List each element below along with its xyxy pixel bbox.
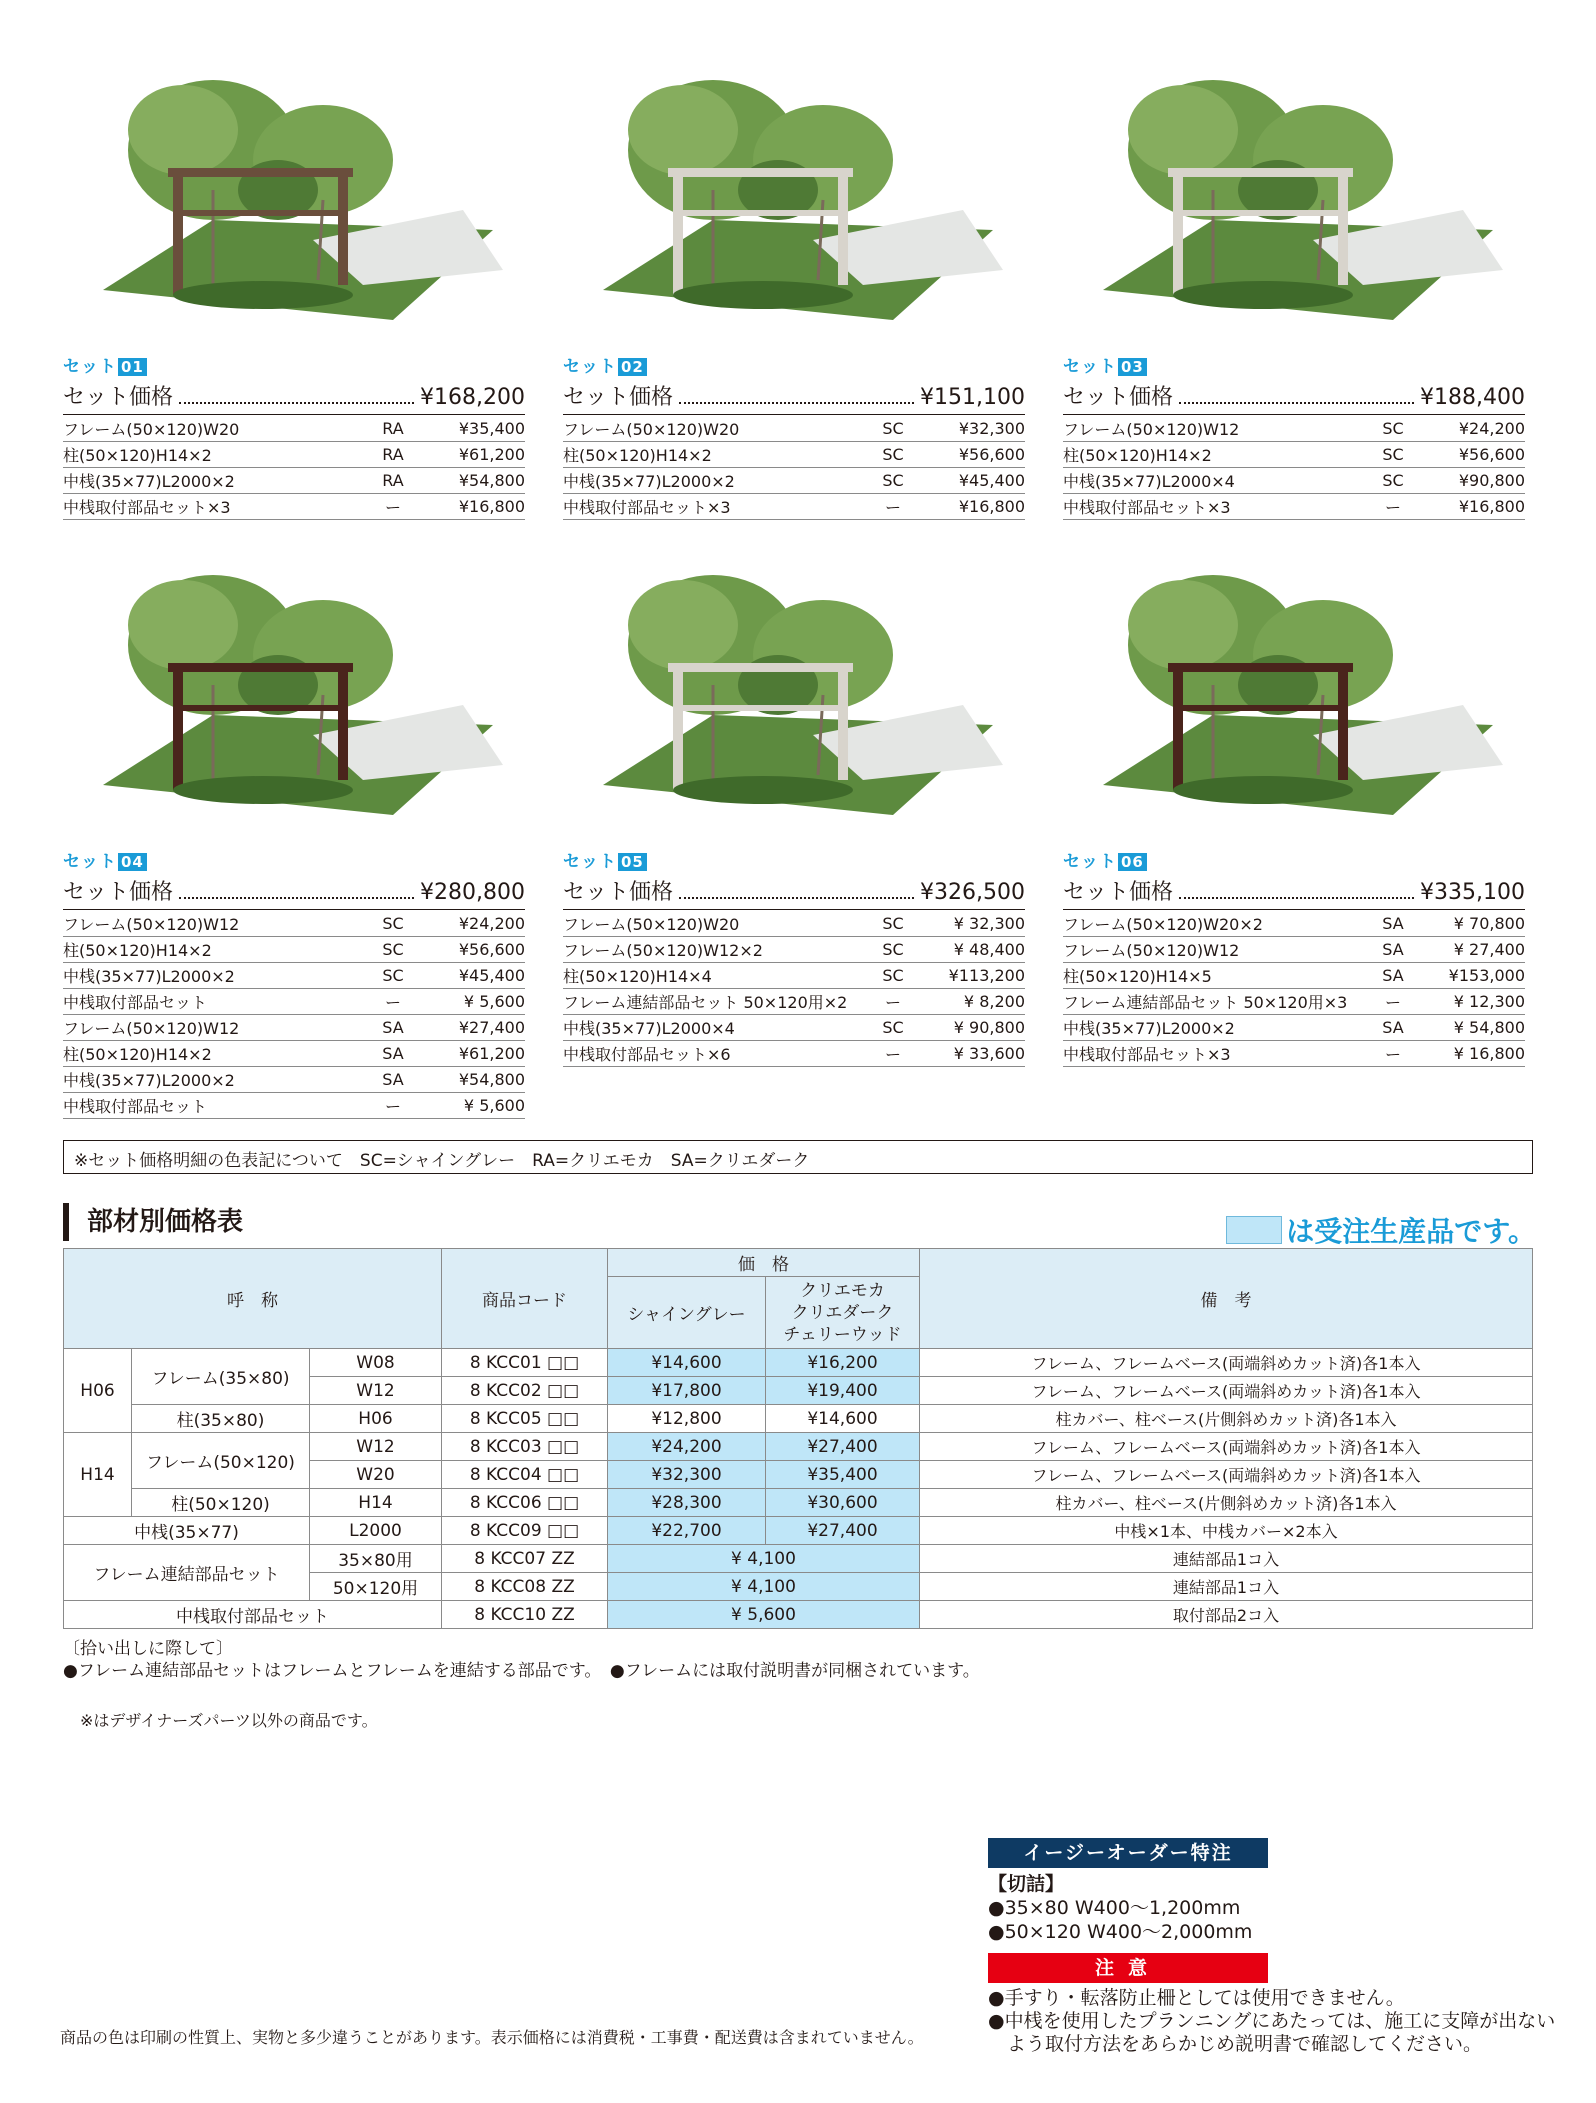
part-name: 柱(50×120)H14×4 [563, 967, 712, 986]
set-tag-number: 03 [1118, 358, 1147, 376]
caution-line: ●中桟を使用したプランニングにあたっては、施工に支障が出ない [988, 2010, 1556, 2032]
table-row [64, 1489, 1533, 1517]
part-name: 中桟取付部品セット×6 [563, 1045, 731, 1064]
set-illustration [563, 535, 1025, 835]
part-name: 中桟(35×77)L2000×2 [563, 472, 735, 491]
easy-order-body [988, 1872, 1252, 1944]
price-common: ¥ 4,100 [608, 1573, 920, 1601]
group-h06: H06 [64, 1349, 132, 1433]
list-item [1063, 494, 1525, 520]
list-item [563, 963, 1025, 989]
list-item [63, 494, 525, 520]
part-name: 中桟(35×77)L2000×2 [1063, 1019, 1235, 1038]
set-price-value: ¥151,100 [920, 385, 1025, 410]
part-name: 柱(50×120)H14×2 [63, 446, 212, 465]
part-color-code: ー [884, 1045, 901, 1064]
remark-cell: 連結部品1コ入 [920, 1573, 1533, 1601]
set-illustration [63, 535, 525, 835]
part-price: ¥ 27,400 [1453, 940, 1525, 959]
list-item [563, 1041, 1025, 1067]
list-item [563, 494, 1025, 520]
set-number-tag [63, 847, 147, 872]
non-designer-note: ※はデザイナーズパーツ以外の商品です。 [80, 1711, 378, 1730]
part-color-code: ー [384, 993, 401, 1012]
set-price-row [563, 380, 1025, 415]
part-color-code: ー [1384, 498, 1401, 517]
set-price-label: セット価格 [563, 880, 674, 905]
list-item [63, 911, 525, 937]
part-name: フレーム(50×120)W12 [63, 1019, 240, 1038]
part-color-code: SA [382, 1070, 404, 1089]
set-card [63, 535, 525, 1116]
set-illustration [1063, 40, 1525, 340]
size-cell: H06 [310, 1405, 442, 1433]
part-color-code: SC [1382, 445, 1404, 464]
parts-price-table [63, 1248, 1533, 1629]
set-price-value: ¥188,400 [1420, 385, 1525, 410]
item-nakasan-mount-set: 中桟取付部品セット [64, 1601, 442, 1629]
set-tag-prefix: セット [63, 852, 117, 872]
list-item [563, 1015, 1025, 1041]
size-cell: L2000 [310, 1517, 442, 1545]
header-name: 呼 称 [64, 1249, 442, 1349]
list-item [63, 989, 525, 1015]
list-item [63, 468, 525, 494]
part-price: ¥32,300 [958, 419, 1025, 438]
price-crie: ¥19,400 [766, 1377, 920, 1405]
part-name: 中桟(35×77)L2000×2 [63, 472, 235, 491]
header-crie-mocha: クリエモカ [800, 1280, 885, 1301]
price-shine: ¥24,200 [608, 1433, 766, 1461]
part-price: ¥ 32,300 [953, 914, 1025, 933]
price-crie: ¥27,400 [766, 1517, 920, 1545]
easy-order-line: ●35×80 W400〜1,200mm [988, 1897, 1241, 1919]
part-color-code: ー [884, 993, 901, 1012]
part-color-code: ー [884, 498, 901, 517]
leader-dots [1179, 390, 1414, 404]
set-price-label: セット価格 [1063, 385, 1174, 410]
remark-cell: 取付部品2コ入 [920, 1601, 1533, 1629]
table-row [64, 1601, 1533, 1629]
item-frame-35x80: フレーム(35×80) [132, 1349, 310, 1405]
part-color-code: RA [382, 471, 404, 490]
part-color-code: SC [882, 966, 904, 985]
price-crie: ¥27,400 [766, 1433, 920, 1461]
part-color-code: SC [882, 445, 904, 464]
part-name: 柱(50×120)H14×5 [1063, 967, 1212, 986]
part-name: 中桟取付部品セット [63, 993, 208, 1012]
price-shine: ¥14,600 [608, 1349, 766, 1377]
part-name: 柱(50×120)H14×2 [1063, 446, 1212, 465]
set-tag-prefix: セット [1063, 852, 1117, 872]
part-color-code: SC [382, 966, 404, 985]
part-price: ¥ 33,600 [953, 1044, 1025, 1063]
easy-order-sub: 【切詰】 [988, 1873, 1065, 1895]
price-common: ¥ 5,600 [608, 1601, 920, 1629]
part-color-code: SC [882, 471, 904, 490]
set-parts-list [1063, 911, 1525, 1067]
part-price: ¥56,600 [1458, 445, 1525, 464]
part-price: ¥ 70,800 [1453, 914, 1525, 933]
part-color-code: SC [882, 940, 904, 959]
part-color-code: SC [382, 940, 404, 959]
table-row [64, 1517, 1533, 1545]
list-item [63, 1041, 525, 1067]
price-crie: ¥14,600 [766, 1405, 920, 1433]
part-color-code: SA [382, 1044, 404, 1063]
code-cell: 8 KCC04 □□ [442, 1461, 608, 1489]
list-item [63, 1015, 525, 1041]
code-cell: 8 KCC09 □□ [442, 1517, 608, 1545]
list-item [63, 937, 525, 963]
table-row [64, 1545, 1533, 1573]
list-item [1063, 937, 1525, 963]
disclaimer-note: 商品の色は印刷の性質上、実物と多少違うことがあります。表示価格には消費税・工事費・配送費は含まれていません。 [60, 2028, 924, 2047]
set-price-row [63, 380, 525, 415]
code-cell: 8 KCC05 □□ [442, 1405, 608, 1433]
made-to-order-legend [1226, 1210, 1536, 1250]
pickup-note-body: ●フレーム連結部品セットはフレームとフレームを連結する部品です。 ●フレームには取付説明書が同梱されています。 [63, 1661, 980, 1681]
part-color-code: SC [1382, 471, 1404, 490]
code-cell: 8 KCC08 ZZ [442, 1573, 608, 1601]
set-tag-number: 01 [118, 358, 147, 376]
part-price: ¥24,200 [458, 914, 525, 933]
set-parts-list [1063, 416, 1525, 520]
price-shine: ¥22,700 [608, 1517, 766, 1545]
price-crie: ¥16,200 [766, 1349, 920, 1377]
set-tag-number: 04 [118, 853, 147, 871]
caution-body [988, 1987, 1555, 2056]
price-shine: ¥28,300 [608, 1489, 766, 1517]
set-price-row [563, 875, 1025, 910]
set-price-label: セット価格 [1063, 880, 1174, 905]
part-price: ¥ 16,800 [1453, 1044, 1525, 1063]
part-name: 中桟(35×77)L2000×4 [563, 1019, 735, 1038]
remark-cell: 柱カバー、柱ベース(片側斜めカット済)各1本入 [920, 1489, 1533, 1517]
part-color-code: ー [384, 1097, 401, 1116]
size-cell: W12 [310, 1377, 442, 1405]
header-price: 価 格 [608, 1249, 920, 1277]
set-tag-number: 02 [618, 358, 647, 376]
part-price: ¥27,400 [458, 1018, 525, 1037]
list-item [1063, 911, 1525, 937]
set-price-label: セット価格 [63, 880, 174, 905]
set-card [563, 535, 1025, 1064]
part-color-code: RA [382, 419, 404, 438]
part-name: 柱(50×120)H14×2 [63, 1045, 212, 1064]
set-price-value: ¥326,500 [920, 880, 1025, 905]
set-price-row [1063, 875, 1525, 910]
part-price: ¥ 54,800 [1453, 1018, 1525, 1037]
part-price: ¥ 5,600 [463, 1096, 525, 1115]
part-price: ¥16,800 [958, 497, 1025, 516]
leader-dots [179, 390, 414, 404]
set-price-label: セット価格 [63, 385, 174, 410]
pickup-note-heading: 〔拾い出しに際して〕 [63, 1639, 233, 1659]
part-name: 中桟(35×77)L2000×2 [63, 967, 235, 986]
code-cell: 8 KCC01 □□ [442, 1349, 608, 1377]
legend-text: は受注生産品です。 [1286, 1215, 1536, 1248]
color-code-note [63, 1140, 1533, 1174]
price-shine: ¥32,300 [608, 1461, 766, 1489]
list-item [563, 416, 1025, 442]
remark-cell: フレーム、フレームベース(両端斜めカット済)各1本入 [920, 1433, 1533, 1461]
list-item [63, 416, 525, 442]
set-tag-prefix: セット [563, 357, 617, 377]
part-name: フレーム(50×120)W12 [1063, 420, 1240, 439]
size-cell: 35×80用 [310, 1545, 442, 1573]
part-name: 柱(50×120)H14×2 [563, 446, 712, 465]
remark-cell: 連結部品1コ入 [920, 1545, 1533, 1573]
part-price: ¥61,200 [458, 1044, 525, 1063]
set-tag-number: 05 [618, 853, 647, 871]
part-color-code: ー [384, 498, 401, 517]
easy-order-title: イージーオーダー特注 [988, 1838, 1268, 1868]
list-item [563, 468, 1025, 494]
set-price-value: ¥280,800 [420, 880, 525, 905]
list-item [63, 963, 525, 989]
set-number-tag [563, 352, 647, 377]
part-price: ¥54,800 [458, 471, 525, 490]
set-tag-prefix: セット [63, 357, 117, 377]
part-name: フレーム(50×120)W12 [1063, 941, 1240, 960]
caution-line: ●手すり・転落防止柵としては使用できません。 [988, 1987, 1405, 2009]
header-crie [766, 1277, 920, 1349]
header-crie-dark: クリエダーク [791, 1302, 894, 1323]
part-name: 中桟取付部品セット×3 [1063, 1045, 1231, 1064]
price-crie: ¥30,600 [766, 1489, 920, 1517]
pickup-notes [63, 1638, 980, 1682]
leader-dots [679, 390, 914, 404]
set-card [563, 40, 1025, 517]
part-name: フレーム(50×120)W20 [63, 420, 240, 439]
set-tag-prefix: セット [1063, 357, 1117, 377]
part-price: ¥90,800 [1458, 471, 1525, 490]
code-cell: 8 KCC02 □□ [442, 1377, 608, 1405]
remark-cell: フレーム、フレームベース(両端斜めカット済)各1本入 [920, 1461, 1533, 1489]
set-tag-prefix: セット [563, 852, 617, 872]
group-h14: H14 [64, 1433, 132, 1517]
set-price-label: セット価格 [563, 385, 674, 410]
list-item [1063, 1041, 1525, 1067]
item-frame-joint-set: フレーム連結部品セット [64, 1545, 310, 1601]
remark-cell: フレーム、フレームベース(両端斜めカット済)各1本入 [920, 1377, 1533, 1405]
color-note-text: ※セット価格明細の色表記について SC=シャイングレー RA=クリエモカ SA=クリエダーク [74, 1151, 810, 1171]
list-item [563, 442, 1025, 468]
price-common: ¥ 4,100 [608, 1545, 920, 1573]
part-price: ¥35,400 [458, 419, 525, 438]
size-cell: W20 [310, 1461, 442, 1489]
table-row [64, 1349, 1533, 1377]
part-color-code: SC [882, 1018, 904, 1037]
part-color-code: SC [1382, 419, 1404, 438]
part-price: ¥45,400 [458, 966, 525, 985]
caution-line: よう取付方法をあらかじめ説明書で確認してください。 [988, 2033, 1483, 2055]
list-item [563, 937, 1025, 963]
part-name: フレーム連結部品セット 50×120用×3 [1063, 993, 1348, 1012]
part-name: フレーム(50×120)W20 [563, 420, 740, 439]
part-name: フレーム(50×120)W12×2 [563, 941, 763, 960]
part-price: ¥56,600 [458, 940, 525, 959]
item-pillar-50x120: 柱(50×120) [132, 1489, 310, 1517]
item-frame-50x120: フレーム(50×120) [132, 1433, 310, 1489]
set-parts-list [63, 416, 525, 520]
table-row [64, 1433, 1533, 1461]
remark-cell: フレーム、フレームベース(両端斜めカット済)各1本入 [920, 1349, 1533, 1377]
part-price: ¥16,800 [1458, 497, 1525, 516]
set-tag-number: 06 [1118, 853, 1147, 871]
set-price-row [1063, 380, 1525, 415]
part-color-code: ー [1384, 993, 1401, 1012]
list-item [1063, 963, 1525, 989]
size-cell: 50×120用 [310, 1573, 442, 1601]
part-price: ¥ 48,400 [953, 940, 1025, 959]
code-cell: 8 KCC03 □□ [442, 1433, 608, 1461]
code-cell: 8 KCC07 ZZ [442, 1545, 608, 1573]
list-item [1063, 442, 1525, 468]
size-cell: W12 [310, 1433, 442, 1461]
section-title: 部材別価格表 [63, 1203, 243, 1241]
easy-order-line: ●50×120 W400〜2,000mm [988, 1921, 1253, 1943]
part-name: フレーム(50×120)W20 [563, 915, 740, 934]
part-name: フレーム連結部品セット 50×120用×2 [563, 993, 848, 1012]
set-parts-list [563, 911, 1025, 1067]
part-price: ¥61,200 [458, 445, 525, 464]
set-card [63, 40, 525, 517]
table-row [64, 1405, 1533, 1433]
set-number-tag [1063, 352, 1147, 377]
part-price: ¥24,200 [1458, 419, 1525, 438]
part-name: フレーム(50×120)W20×2 [1063, 915, 1263, 934]
list-item [563, 911, 1025, 937]
part-color-code: SA [1382, 966, 1404, 985]
price-shine: ¥17,800 [608, 1377, 766, 1405]
part-name: 中桟(35×77)L2000×2 [63, 1071, 235, 1090]
header-code: 商品コード [442, 1249, 608, 1349]
list-item [1063, 468, 1525, 494]
part-name: 柱(50×120)H14×2 [63, 941, 212, 960]
part-color-code: SC [882, 419, 904, 438]
list-item [63, 1093, 525, 1119]
part-name: 中桟取付部品セット×3 [63, 498, 231, 517]
part-color-code: SC [382, 914, 404, 933]
list-item [63, 1067, 525, 1093]
code-cell: 8 KCC10 ZZ [442, 1601, 608, 1629]
part-color-code: RA [382, 445, 404, 464]
part-name: 中桟取付部品セット×3 [563, 498, 731, 517]
set-number-tag [1063, 847, 1147, 872]
part-name: 中桟取付部品セット [63, 1097, 208, 1116]
list-item [1063, 1015, 1525, 1041]
set-illustration [1063, 535, 1525, 835]
part-color-code: ー [1384, 1045, 1401, 1064]
leader-dots [679, 885, 914, 899]
part-name: 中桟(35×77)L2000×4 [1063, 472, 1235, 491]
list-item [1063, 416, 1525, 442]
leader-dots [179, 885, 414, 899]
part-price: ¥153,000 [1448, 966, 1525, 985]
header-shine-gray: シャイングレー [608, 1277, 766, 1349]
set-price-value: ¥168,200 [420, 385, 525, 410]
leader-dots [1179, 885, 1414, 899]
set-number-tag [63, 352, 147, 377]
part-price: ¥ 8,200 [963, 992, 1025, 1011]
price-shine: ¥12,800 [608, 1405, 766, 1433]
price-crie: ¥35,400 [766, 1461, 920, 1489]
header-cherry-wood: チェリーウッド [783, 1324, 902, 1345]
size-cell: H14 [310, 1489, 442, 1517]
header-remark: 備 考 [920, 1249, 1533, 1349]
item-pillar-35x80: 柱(35×80) [132, 1405, 310, 1433]
part-price: ¥113,200 [948, 966, 1025, 985]
part-name: フレーム(50×120)W12 [63, 915, 240, 934]
set-price-value: ¥335,100 [1420, 880, 1525, 905]
caution-title: 注意 [988, 1953, 1268, 1983]
part-name: 中桟取付部品セット×3 [1063, 498, 1231, 517]
part-price: ¥56,600 [958, 445, 1025, 464]
set-card [1063, 535, 1525, 1064]
list-item [63, 442, 525, 468]
part-color-code: SA [1382, 914, 1404, 933]
set-illustration [563, 40, 1025, 340]
part-price: ¥ 90,800 [953, 1018, 1025, 1037]
code-cell: 8 KCC06 □□ [442, 1489, 608, 1517]
part-color-code: SA [1382, 1018, 1404, 1037]
part-price: ¥54,800 [458, 1070, 525, 1089]
list-item [1063, 989, 1525, 1015]
part-color-code: SA [382, 1018, 404, 1037]
part-color-code: SC [882, 914, 904, 933]
set-parts-list [563, 416, 1025, 520]
set-card [1063, 40, 1525, 517]
list-item [563, 989, 1025, 1015]
part-price: ¥45,400 [958, 471, 1025, 490]
part-color-code: SA [1382, 940, 1404, 959]
remark-cell: 柱カバー、柱ベース(片側斜めカット済)各1本入 [920, 1405, 1533, 1433]
set-illustration [63, 40, 525, 340]
part-price: ¥16,800 [458, 497, 525, 516]
set-price-row [63, 875, 525, 910]
set-number-tag [563, 847, 647, 872]
part-price: ¥ 12,300 [1453, 992, 1525, 1011]
set-parts-list [63, 911, 525, 1119]
item-nakasan: 中桟(35×77) [64, 1517, 310, 1545]
remark-cell: 中桟×1本、中桟カバー×2本入 [920, 1517, 1533, 1545]
legend-swatch [1226, 1216, 1282, 1244]
part-price: ¥ 5,600 [463, 992, 525, 1011]
size-cell: W08 [310, 1349, 442, 1377]
